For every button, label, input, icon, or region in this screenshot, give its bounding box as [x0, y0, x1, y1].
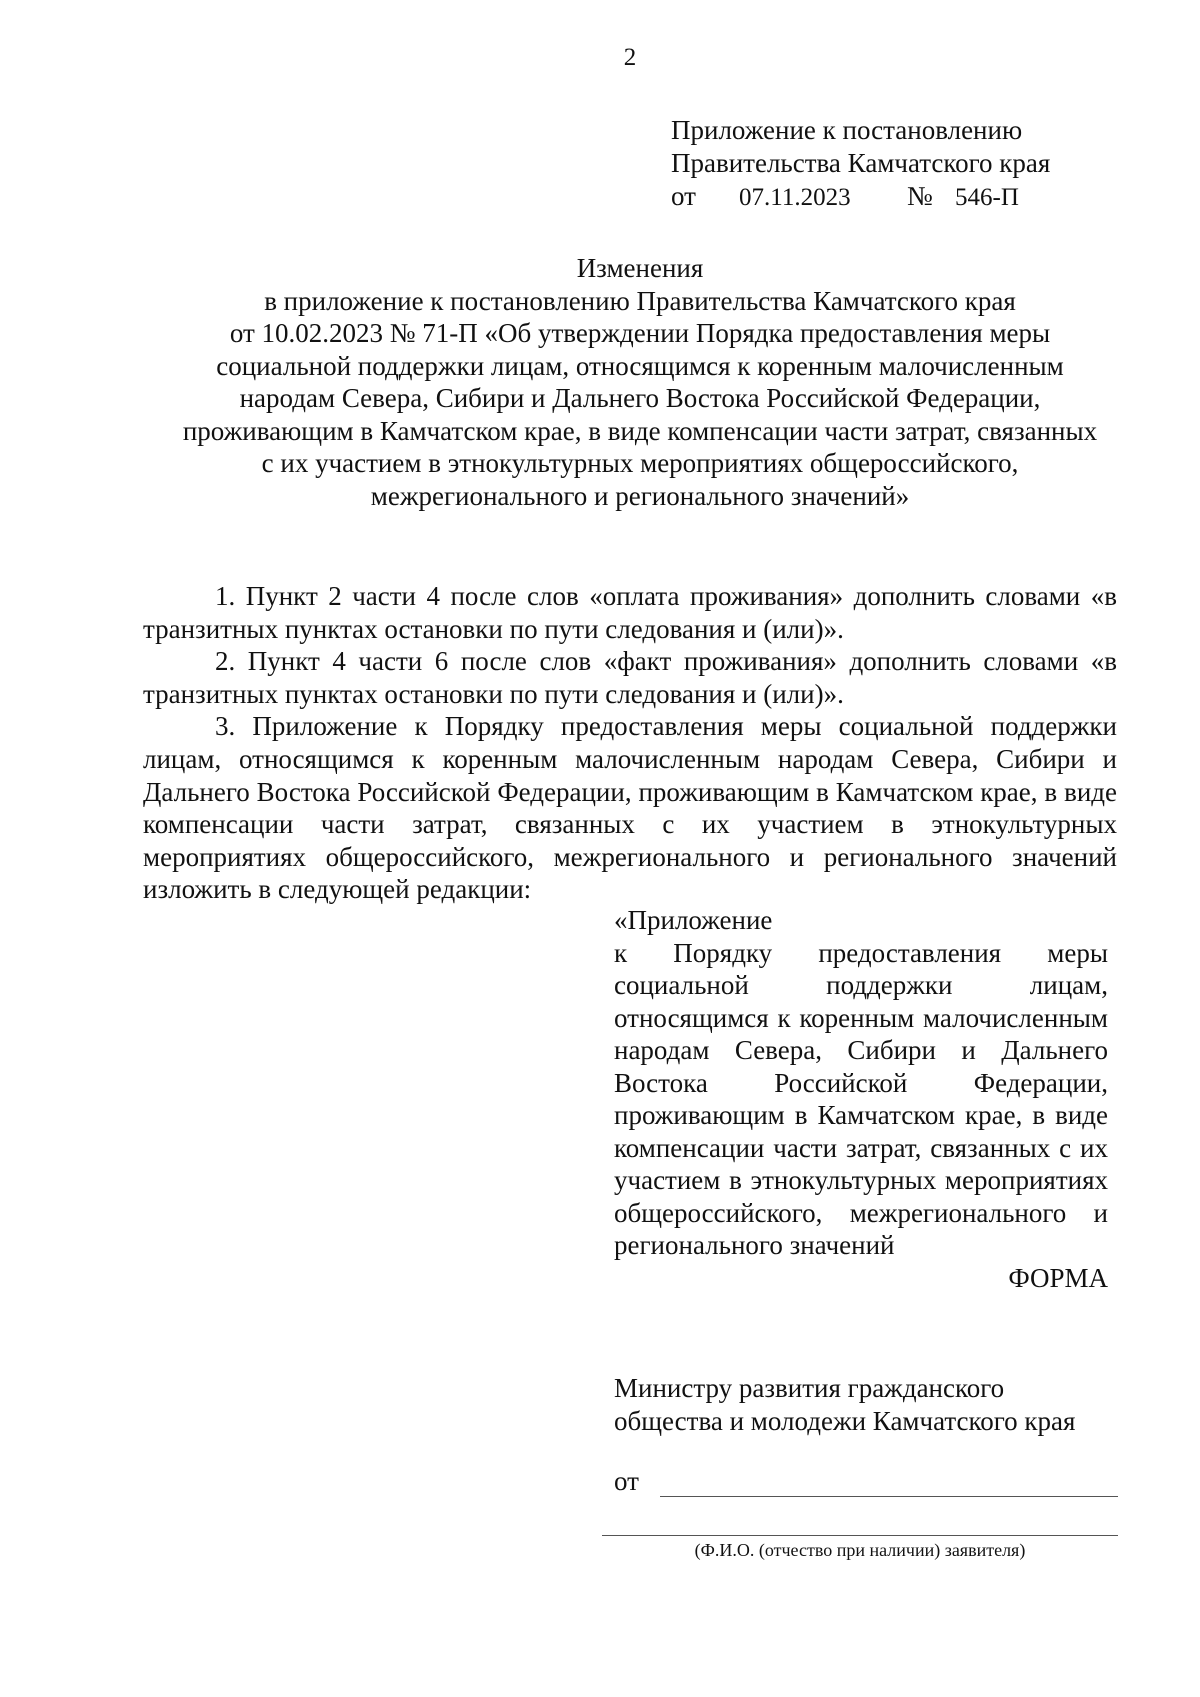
- approval-from-label: от: [671, 181, 696, 211]
- recipient-block: [614, 1372, 1075, 1438]
- title-line: проживающим в Камчатском крае, в виде компенсации части затрат, связанных: [182, 415, 1098, 446]
- from-fill-line: [660, 1496, 1118, 1497]
- applicant-name-line: [602, 1535, 1118, 1536]
- amendment-paragraph-1: 1. Пункт 2 части 4 после слов «оплата проживания» дополнить словами «в транзитных пунктах остановки по пути следования и (или)».: [143, 581, 1117, 644]
- recipient-line-1: Министру развития гражданского: [614, 1373, 1005, 1403]
- title-line: Изменения: [576, 253, 704, 283]
- title-line: от 10.02.2023 № 71-П «Об утверждении Порядка предоставления меры: [229, 318, 1051, 348]
- title-line: с их участием в этнокультурных мероприятиях общероссийского,: [261, 448, 1019, 478]
- approval-date: 07.11.2023: [739, 184, 851, 211]
- page-number: 2: [623, 44, 637, 71]
- from-field: [614, 1466, 1118, 1500]
- appendix-heading: «Приложение: [614, 905, 773, 935]
- approval-line-1: Приложение к постановлению: [671, 115, 1023, 145]
- document-title: [140, 252, 1140, 512]
- title-line: народам Севера, Сибири и Дальнего Востока Российской Федерации,: [239, 383, 1041, 413]
- approval-date-row: [671, 180, 1050, 214]
- appendix-block: [614, 904, 1108, 1294]
- title-line: социальной поддержки лицам, относящимся к коренным малочисленным: [216, 350, 1064, 381]
- approval-block: [671, 114, 1050, 214]
- title-line: в приложение к постановлению Правительства Камчатского края: [264, 285, 1016, 316]
- approval-number-label: №: [907, 181, 933, 211]
- form-label: ФОРМА: [1008, 1262, 1108, 1293]
- amendment-paragraph-3: 3. Приложение к Порядку предоставления меры социальной поддержки лицам, относящимся к коренным малочисленным народам Севера, Сибири и Дальнего Востока Российской Федерации, проживающим в Камчатском крае, в виде компенсации части затрат, связанных с их участием в этнокультурных мероприятиях общероссийского, межрегионального и регионального значений изложить в следующей редакции:: [143, 711, 1117, 905]
- amendments-body: [143, 580, 1117, 906]
- from-label: от: [614, 1466, 639, 1496]
- title-line: межрегионального и регионального значений»: [370, 480, 910, 511]
- appendix-text: к Порядку предоставления меры социальной поддержки лицам, относящимся к коренным малочисленным народам Севера, Сибири и Дальнего Востока Российской Федерации, проживающим в Камчатском крае, в виде компенсации части затрат, связанных с их участием в этнокультурных мероприятиях общероссийского, межрегионального и регионального значений: [614, 937, 1108, 1260]
- applicant-name-caption: (Ф.И.О. (отчество при наличии) заявителя): [694, 1540, 1026, 1560]
- approval-number: 546-П: [955, 184, 1019, 211]
- recipient-line-2: общества и молодежи Камчатского края: [614, 1406, 1076, 1436]
- approval-line-2: Правительства Камчатского края: [671, 148, 1051, 178]
- amendment-paragraph-2: 2. Пункт 4 части 6 после слов «факт проживания» дополнить словами «в транзитных пунктах остановки по пути следования и (или)».: [143, 646, 1117, 709]
